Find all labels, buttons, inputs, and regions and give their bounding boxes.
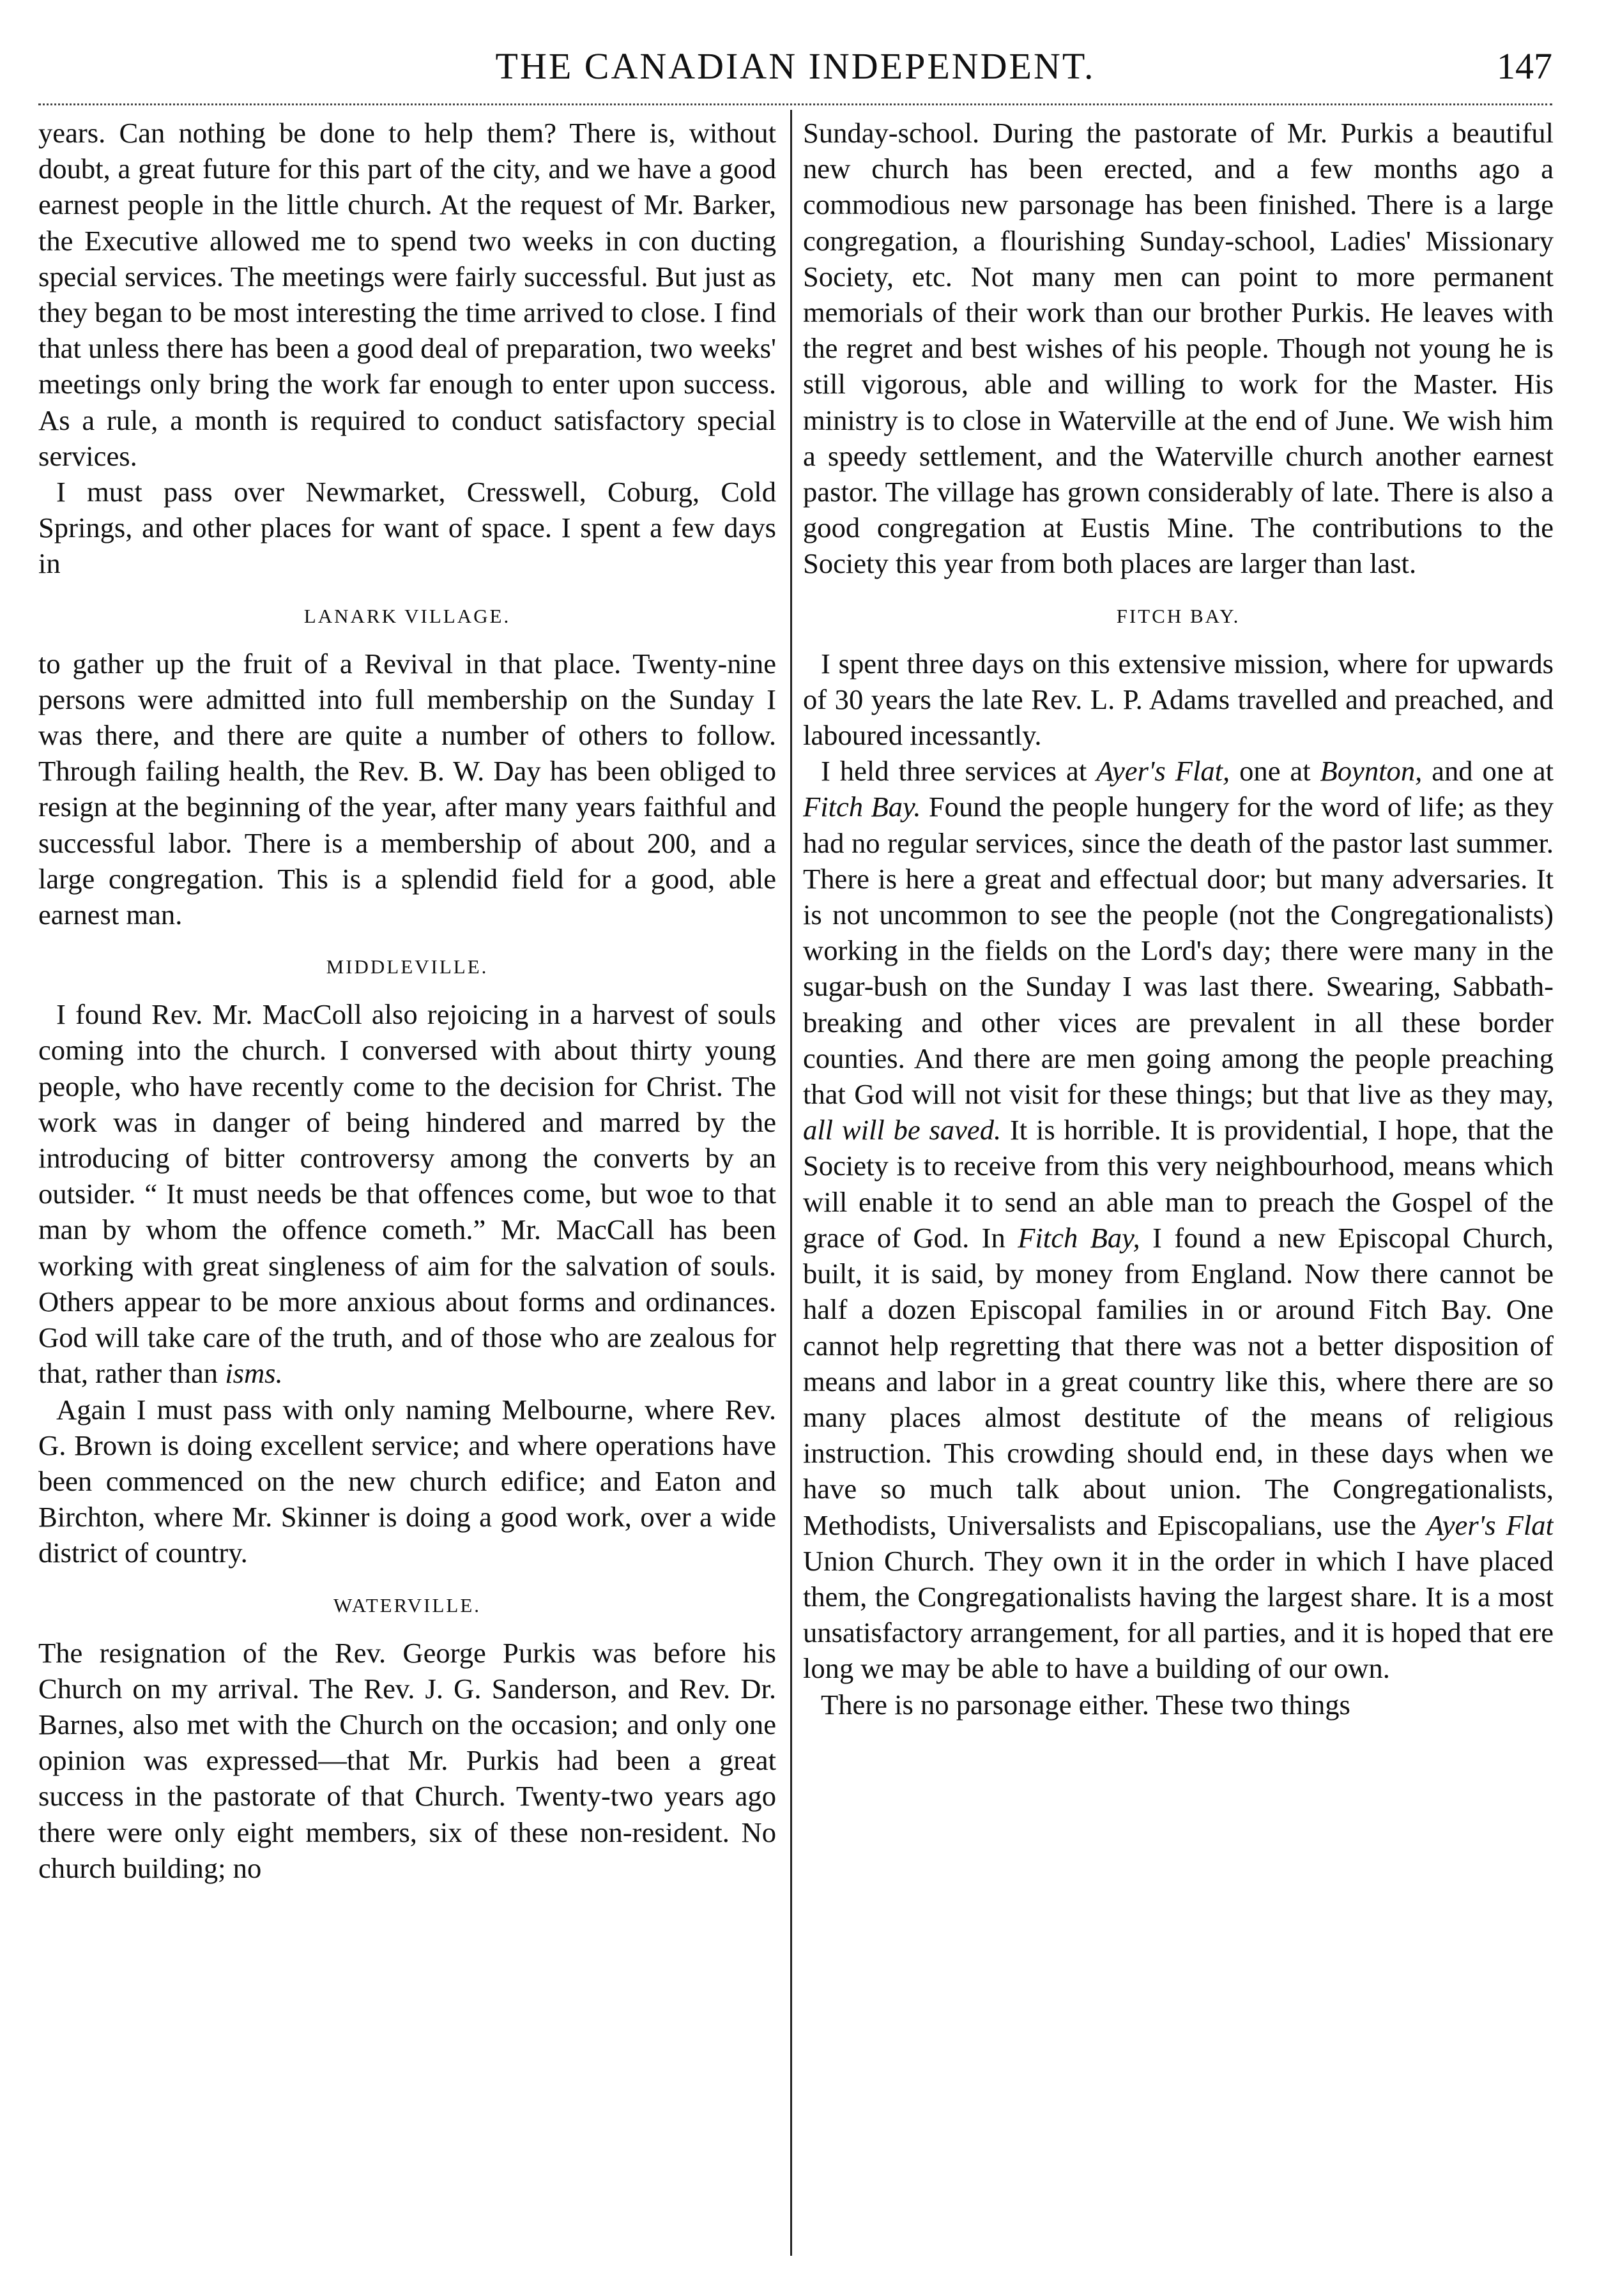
- text-run: I held three services at: [821, 755, 1097, 787]
- italic-ayers-flat-2: Ayer's Flat: [1426, 1509, 1554, 1541]
- page-number: 147: [1497, 45, 1552, 87]
- paragraph-fitch-bay-intro: I spent three days on this extensive mission, where for upwards of 30 years the late Rev. L. P. Adams travelled and preached, and laboured incessantly.: [803, 647, 1554, 752]
- page-header: [38, 38, 1552, 96]
- italic-fitch-bay-2: Fitch Bay,: [1018, 1221, 1140, 1254]
- text-run: one at: [1230, 755, 1320, 787]
- paragraph-waterville: The resignation of the Rev. George Purkis was before his Church on my arrival. The Rev. J. G. Sanderson, and Rev. Dr. Barnes, also met with the Church on the occasion; and only one opinion was expressed—that Mr. Purkis had been a great success in the pastorate of that Church. Twenty-two years ago there were only eight members, six of these non-resident. No church building; no: [38, 1636, 776, 1884]
- paragraph-pass-over: I must pass over Newmarket, Cresswell, Coburg, Cold Springs, and other places for want of space. I spent a few days in: [38, 476, 776, 580]
- left-column: [38, 115, 776, 2251]
- section-heading-lanark: LANARK VILLAGE.: [303, 604, 511, 627]
- text-run: Union Church. They own it in the order in which I have placed them, the Congregationalists having the largest share. It is a most unsatisfactory arrangement, for all parties, and it is hoped that ere long we may be able to have a building of our own.: [803, 1544, 1554, 1685]
- section-heading-middleville: MIDDLEVILLE.: [326, 955, 489, 978]
- section-heading-fitch-bay: FITCH BAY.: [1116, 604, 1241, 627]
- journal-title: THE CANADIAN INDEPENDENT.: [495, 45, 1096, 87]
- italic-ayers-flat: Ayer's Flat,: [1096, 755, 1230, 787]
- italic-fitch-bay: Fitch Bay.: [803, 791, 921, 823]
- section-heading-waterville: WATERVILLE.: [333, 1593, 482, 1616]
- paragraph-waterville-continued: Sunday-school. During the pastorate of Mr. Purkis a beautiful new church has been erected, and a few months ago a commodious new parsonage has been finished. There is a large congregation, a flourishing Sunday-school, Ladies' Missionary Society, etc. Not many men can point to more permanent memorials of their work than our brother Purkis. He leaves with the regret and best wishes of his people. Though not young he is still vigorous, able and willing to work for the Master. His ministry is to close in Waterville at the end of June. We wish him a speedy settlement, and the Waterville church another earnest pastor. The village has grown considerably of late. There is also a good congregation at Eustis Mine. The contributions to the Society this year from both places are larger than last.: [803, 117, 1554, 580]
- right-column: [803, 115, 1554, 2251]
- paragraph-fitch-bay-services: [803, 753, 1554, 1686]
- middleville-isms: isms.: [225, 1357, 283, 1390]
- text-run: I found a new Episcopal Church, built, it is said, by money from England. Now there cannot be half a dozen Episcopal families in or around Fitch Bay. One cannot help regretting that there was not a better disposition of means and labor in a great country like this, where there are so many places almost destitute of the means of religious instruction. This crowding should end, in these days when we have so much talk about union. The Congregationalists, Methodists, Universalists and Episcopalians, use the: [803, 1221, 1554, 1541]
- paragraph-melbourne: Again I must pass with only naming Melbourne, where Rev. G. Brown is doing excellent service; and where operations have been commenced on the new church edifice; and Eaton and Birchton, where Mr. Skinner is doing a good work, over a wide district of country.: [38, 1393, 776, 1569]
- paragraph-parsonage: There is no parsonage either. These two things: [821, 1688, 1350, 1721]
- italic-boynton: Boynton,: [1320, 755, 1423, 787]
- text-run: Found the people hungery for the word of life; as they had no regular services, since the death of the pastor last summer. There is here a great and effectual door; but many adversaries. It is not uncommon to see the people (not the Congregationalists) working in the fields on the Lord's day; there were many in the sugar-bush on the Sunday I was last there. Swearing, Sabbath-breaking and other vices are prevalent in all these border counties. And there are men going among the people preaching that God will not visit for these things; but that live as they may,: [803, 791, 1554, 1111]
- paragraph-middleville: [38, 996, 776, 1391]
- italic-all-will-be-saved: all will be saved.: [803, 1114, 1002, 1146]
- paragraph-toronto-continued: years. Can nothing be done to help them? There is, without doubt, a great future for this part of the city, and we have a good earnest people in the little church. At the request of Mr. Barker, the Executive allowed me to spend two weeks in con ducting special services. The meetings were fairly successful. But just as they began to be most interesting the time arrived to close. I find that unless there has been a good deal of preparation, two weeks' meetings only bring the work far enough to enter upon success. As a rule, a month is required to conduct satisfactory special services.: [38, 117, 776, 472]
- middleville-text: I found Rev. Mr. MacColl also rejoicing in a harvest of souls coming into the church. I conversed with about thirty young people, who have recently come to the decision for Christ. The work was in danger of being hindered and marred by the introducing of bitter controversy among the converts by an outsider. “ It must needs be that offences come, but woe to that man by whom the offence cometh.” Mr. MacCall has been working with great singleness of aim for the salvation of souls. Others appear to be more anxious about forms and ordinances. God will take care of the truth, and of those who are zealous for that, rather than: [38, 998, 776, 1390]
- paragraph-lanark: to gather up the fruit of a Revival in that place. Twenty-nine persons were admitted into full membership on the Sunday I was there, and there are quite a number of others to follow. Through failing health, the Rev. B. W. Day has been obliged to resign at the beginning of the year, after many years faithful and successful labor. There is a membership of about 200, and a large congregation. This is a splendid field for a good, able earnest man.: [38, 647, 776, 931]
- column-divider: [790, 110, 792, 2256]
- header-rule: [38, 103, 1552, 105]
- text-run: It is horrible. It is providential, I hope, that the Society is to receive from this very neighbourhood, means which will enable it to send an able man to preach the Gospel of the grace of God. In: [803, 1114, 1554, 1254]
- text-run: and one at: [1422, 755, 1554, 787]
